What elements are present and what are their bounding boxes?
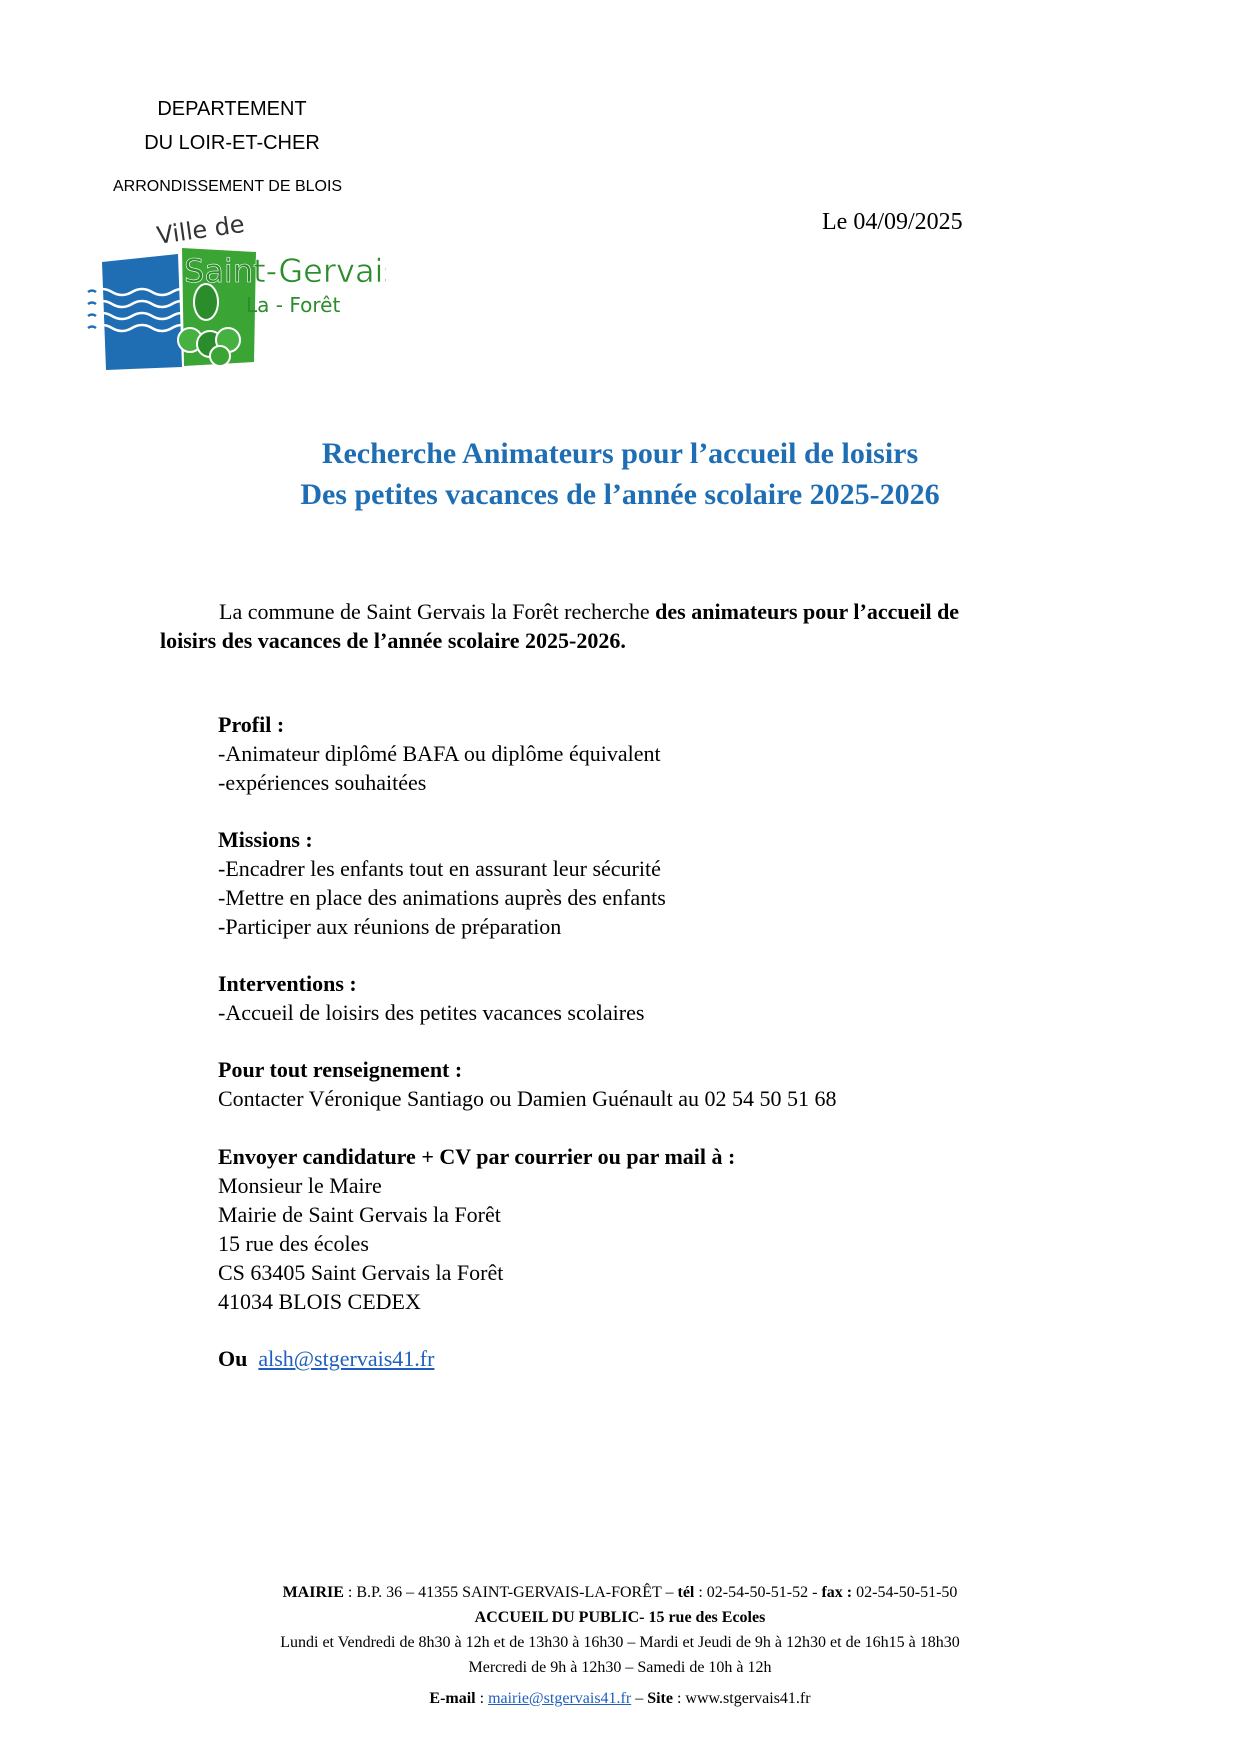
logo-text-saint-gervais: Saint-Gervais bbox=[184, 252, 386, 290]
footer-contact-line bbox=[0, 1686, 1240, 1711]
footer-site-sep: – bbox=[631, 1690, 648, 1707]
intro-bold-text-1: des animateurs pour l’accueil de bbox=[655, 599, 960, 624]
footer-mairie-text: : B.P. 36 – 41355 SAINT-GERVAIS-LA-FORÊT – bbox=[343, 1584, 678, 1601]
footer-tel-label: tél bbox=[677, 1584, 695, 1601]
list-item: -Participer aux réunions de préparation bbox=[218, 914, 562, 939]
footer-fax-label: fax : bbox=[821, 1584, 853, 1601]
arrondissement: ARRONDISSEMENT DE BLOIS bbox=[113, 178, 343, 195]
list-item: -Animateur diplômé BAFA ou diplôme équivalent bbox=[218, 741, 661, 766]
address-line: 15 rue des écoles bbox=[218, 1231, 369, 1256]
profil-heading: Profil : bbox=[218, 712, 285, 737]
intro-normal-text: La commune de Saint Gervais la Forêt recherche bbox=[219, 599, 656, 624]
address-line: Monsieur le Maire bbox=[218, 1173, 382, 1198]
footer-hours-1: Lundi et Vendredi de 8h30 à 12h et de 13h30 à 16h30 – Mardi et Jeudi de 9h à 12h30 et de 16h15 à 18h30 bbox=[280, 1634, 960, 1651]
missions-section bbox=[218, 825, 1118, 941]
footer-accueil bbox=[0, 1605, 1240, 1630]
list-item: -Encadrer les enfants tout en assurant leur sécurité bbox=[218, 856, 661, 881]
logo-graphic bbox=[86, 212, 386, 372]
department-line-2: DU LOIR-ET-CHER bbox=[144, 132, 320, 154]
logo-text-la-foret: La - Forêt bbox=[246, 293, 341, 317]
footer-email-link[interactable]: mairie@stgervais41.fr bbox=[488, 1690, 632, 1707]
profil-section bbox=[218, 710, 1118, 797]
logo-text-ville: Ville de bbox=[154, 212, 247, 250]
list-item: -Accueil de loisirs des petites vacances scolaires bbox=[218, 1000, 645, 1025]
footer-site-text: : www.stgervais41.fr bbox=[672, 1690, 811, 1707]
page-title-line-2: Des petites vacances de l’année scolaire 2025-2026 bbox=[300, 478, 940, 511]
document-date: Le 04/09/2025 bbox=[822, 209, 963, 235]
email-contact-line bbox=[218, 1344, 1118, 1373]
footer-site-label: Site bbox=[647, 1690, 673, 1707]
list-item: -Mettre en place des animations auprès des enfants bbox=[218, 885, 666, 910]
footer-tel-text: : 02-54-50-51-52 - bbox=[694, 1584, 822, 1601]
candidature-heading: Envoyer candidature + CV par courrier ou par mail à : bbox=[218, 1144, 736, 1169]
footer-hours-2: Mercredi de 9h à 12h30 – Samedi de 10h à 12h bbox=[468, 1659, 772, 1676]
address-line: Mairie de Saint Gervais la Forêt bbox=[218, 1202, 501, 1227]
page-title-line-1: Recherche Animateurs pour l’accueil de loisirs bbox=[321, 437, 919, 470]
footer-mairie-line bbox=[0, 1580, 1240, 1605]
intro-bold-text-2: loisirs des vacances de l’année scolaire 2025-2026. bbox=[160, 628, 626, 653]
interventions-heading: Interventions : bbox=[218, 971, 357, 996]
missions-heading: Missions : bbox=[218, 827, 313, 852]
department-line-1: DEPARTEMENT bbox=[157, 98, 307, 120]
town-logo bbox=[86, 212, 386, 372]
ou-label: Ou bbox=[218, 1346, 248, 1371]
list-item: -expériences souhaitées bbox=[218, 770, 427, 795]
candidature-email-link[interactable]: alsh@stgervais41.fr bbox=[258, 1346, 435, 1371]
footer-email-sep: : bbox=[475, 1690, 489, 1707]
footer-accueil-text: ACCUEIL DU PUBLIC- 15 rue des Ecoles bbox=[474, 1609, 766, 1626]
footer-email-label: E-mail bbox=[429, 1690, 476, 1707]
intro-paragraph bbox=[160, 597, 1080, 655]
candidature-section bbox=[218, 1142, 1118, 1316]
renseignement-heading: Pour tout renseignement : bbox=[218, 1057, 463, 1082]
footer-mairie-label: MAIRIE bbox=[282, 1584, 344, 1601]
address-line: CS 63405 Saint Gervais la Forêt bbox=[218, 1260, 504, 1285]
footer-fax-text: 02-54-50-51-50 bbox=[852, 1584, 958, 1601]
renseignement-section bbox=[218, 1055, 1118, 1113]
contact-text: Contacter Véronique Santiago ou Damien Guénault au 02 54 50 51 68 bbox=[218, 1086, 837, 1111]
interventions-section bbox=[218, 969, 1118, 1027]
address-line: 41034 BLOIS CEDEX bbox=[218, 1289, 421, 1314]
